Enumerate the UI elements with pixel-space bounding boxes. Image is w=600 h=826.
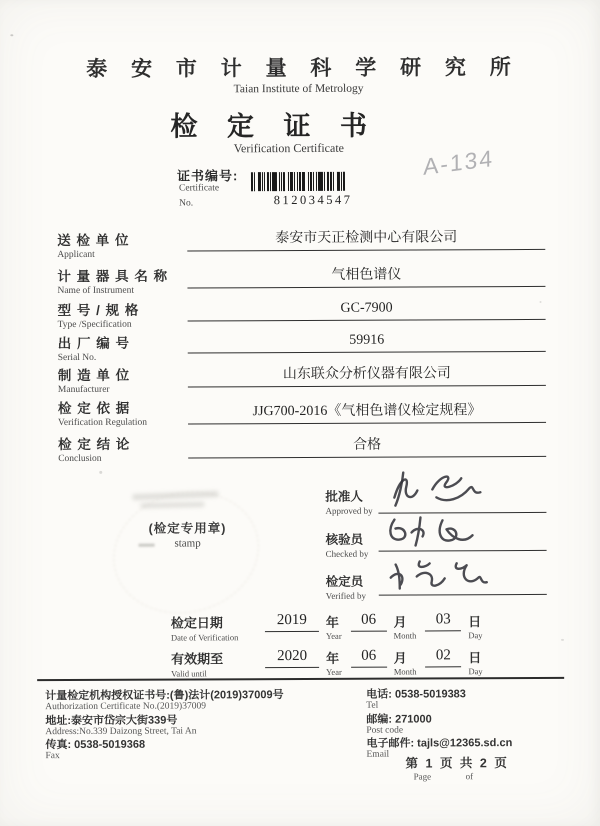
scan-speck — [540, 301, 542, 303]
approved-by-label: 批准人 Approved by — [325, 489, 373, 516]
tel-en: Tel — [366, 700, 379, 711]
month-unit: 月 Month — [393, 650, 417, 677]
field-value-instrument-name: 气相色谱仪 — [187, 262, 545, 289]
field-value-conclusion: 合格 — [188, 432, 546, 459]
valid-until-label: 有效期至 Valid until — [171, 651, 224, 679]
authorization-cert-no-cn: 计量检定机构授权证书号:(鲁)法计(2019)37009号 — [45, 689, 284, 703]
postcode-cn: 邮编: 271000 — [366, 712, 432, 726]
date-of-verification-label: 检定日期 Date of Verification — [170, 615, 239, 643]
certificate-barcode — [251, 172, 375, 192]
scan-speck — [561, 639, 564, 641]
address-en: Address:No.339 Daizong Street, Tai An — [45, 725, 197, 737]
fax-cn: 传真: 0538-5019368 — [45, 738, 146, 752]
certificate-no-label-cn: 证书编号: — [176, 168, 239, 184]
verification-day: 03 — [425, 611, 461, 631]
fax-en: Fax — [45, 751, 60, 762]
day-unit: 日 Day — [468, 614, 483, 641]
scan-speck — [10, 34, 13, 36]
tel-cn: 电话: 0538-5019383 — [366, 688, 466, 701]
checked-by-label: 核验员 Checked by — [325, 532, 369, 559]
certificate-no-label-en2: No. — [179, 198, 194, 209]
checked-by-signature — [382, 511, 532, 550]
field-label-serial-no: 出 厂 编 号 Serial No. — [57, 335, 130, 364]
certificate-no-label-en1: Certificate — [178, 183, 220, 194]
field-value-regulation: JJG700-2016《气相色谱仪检定规程》 — [188, 398, 546, 425]
postcode-en: Post code — [366, 725, 404, 736]
field-value-serial-no: 59916 — [188, 327, 546, 354]
approved-by-signature — [384, 465, 544, 512]
institute-name-cn: 泰 安 市 计 量 科 学 研 究 所 — [86, 56, 520, 81]
verified-by-signature — [387, 555, 537, 594]
date-of-verification-row — [171, 611, 492, 642]
stamp-caption-en: stamp — [174, 537, 201, 550]
faint-stamp-impression — [100, 476, 272, 628]
month-unit: 月 Month — [393, 614, 417, 641]
field-value-type-spec: GC-7900 — [187, 295, 545, 322]
footer-left-column — [45, 690, 360, 765]
field-label-regulation: 检 定 依 据 Verification Regulation — [57, 400, 147, 429]
email-cn: 电子邮件: tajls@12365.sd.cn — [366, 737, 513, 750]
email-en: Email — [366, 749, 390, 760]
page-of-en: of — [465, 771, 474, 782]
address-cn: 地址:泰安市岱宗大街339号 — [45, 714, 178, 727]
field-value-applicant: 泰安市天正检测中心有限公司 — [187, 225, 545, 252]
certificate-title-cn: 检 定 证 书 — [170, 110, 379, 142]
field-value-manufacturer: 山东联众分析仪器有限公司 — [188, 361, 546, 388]
authorization-cert-no-en: Authorization Certificate No.(2019)37009 — [45, 701, 206, 713]
valid-until-row — [171, 647, 492, 678]
valid-day: 02 — [425, 647, 461, 667]
field-label-type-spec: 型 号 / 规 格 Type /Specification — [57, 302, 140, 331]
valid-year: 2020 — [265, 648, 319, 668]
valid-month: 06 — [351, 648, 387, 668]
handwritten-mark: A-134 — [423, 144, 495, 180]
stamp-caption-cn: (检定专用章) — [148, 521, 227, 536]
certificate-number: 812034547 — [273, 192, 353, 208]
field-label-conclusion: 检 定 结 论 Conclusion — [58, 436, 131, 465]
year-unit: 年 Year — [326, 650, 342, 677]
institute-name-en: Taian Institute of Metrology — [233, 82, 364, 96]
field-label-manufacturer: 制 造 单 位 Manufacturer — [57, 367, 131, 396]
year-unit: 年 Year — [325, 614, 342, 641]
scan-speck — [99, 471, 102, 474]
footer-right-column — [366, 689, 566, 763]
field-label-applicant: 送 检 单 位 Applicant — [57, 232, 130, 261]
certificate-title-en: Verification Certificate — [233, 140, 345, 156]
field-label-instrument-name: 计 量 器 具 名 称 Name of Instrument — [57, 268, 169, 297]
page-number: 第 1 页 共 2 页 — [405, 756, 509, 771]
day-unit: 日 Day — [468, 650, 483, 677]
page-label-en: Page — [413, 771, 432, 782]
verification-month: 06 — [351, 612, 387, 632]
verified-by-label: 检定员 Verified by — [325, 574, 367, 601]
verification-year: 2019 — [265, 612, 319, 632]
footer-divider — [37, 677, 564, 681]
